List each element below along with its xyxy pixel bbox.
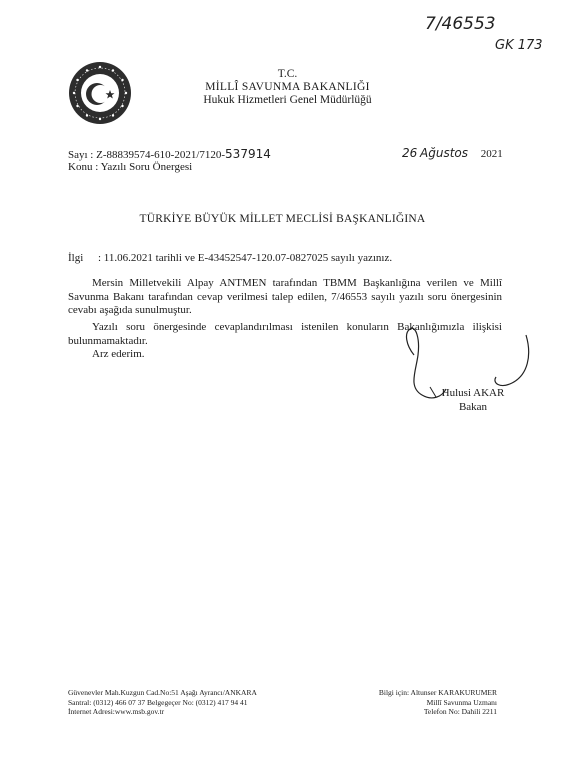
body-paragraph-1: Mersin Milletvekili Alpay ANTMEN tarafından TBMM Başkanlığına verilen ve Millî Savunma Bakanı tarafından cevap verilmesi talep edilen, 7/46553 sayılı yazılı soru önergesinin cevabı aşağıda sunulmuştur. [68,277,502,316]
footer-web-line: İnternet Adresi:www.msb.gov.tr [68,707,165,716]
signatory-title: Bakan [458,400,488,413]
handwritten-sayi-suffix: 537914 [225,147,271,161]
header-tc: T.C. [277,68,298,80]
ministry-seal-logo [68,61,132,125]
signatory-name: Hulusi AKAR [441,387,505,399]
konu-line: Konu : Yazılı Soru Önergesi [68,161,193,173]
footer-contact-phone: Telefon No: Dahili 2211 [423,707,497,716]
handwritten-code: GK 173 [495,38,543,53]
handwritten-reference-number: 7/46553 [425,14,496,34]
footer-contact [379,688,497,717]
ministry-name: MİLLÎ SAVUNMA BAKANLIĞI [205,81,370,93]
handwritten-date-month: Ağustos [420,146,469,160]
sayi-line [68,148,271,162]
sayi-text: Sayı : Z-88839574-610-2021/7120- [68,149,226,161]
footer-contact-person: Bilgi için: Altunser KARAKURUMER [378,688,497,697]
signatory-block [433,387,513,414]
ilgi-text: : 11.06.2021 tarihli ve E-43452547-120.07-0827025 sayılı yazınız. [98,252,393,264]
addressee-title: TÜRKİYE BÜYÜK MİLLET MECLİSİ BAŞKANLIĞINA [139,213,426,225]
handwritten-date-day: 26 [402,146,418,160]
footer-address-line: Güvenevler Mah.Kuzgun Cad.No:51 Aşağı Ayrancı/ANKARA [68,688,257,697]
footer-contact-title: Millî Savunma Uzmanı [426,697,497,707]
ilgi-label: İlgi [68,252,84,264]
ilgi-line [68,252,392,264]
date-year: 2021 [480,148,503,160]
date-line [402,147,503,161]
footer-phone-line: Santral: (0312) 466 07 37 Belgegeçer No: (0312) 417 94 41 [68,697,248,707]
body-paragraph-2: Yazılı soru önergesinde cevaplandırılması istenilen konuların Bakanlığımızla ilişkisi bulunmamaktadır. [68,321,502,347]
footer-address [68,688,257,717]
closing-text: Arz ederim. [92,348,145,360]
department-name: Hukuk Hizmetleri Genel Müdürlüğü [203,94,372,106]
